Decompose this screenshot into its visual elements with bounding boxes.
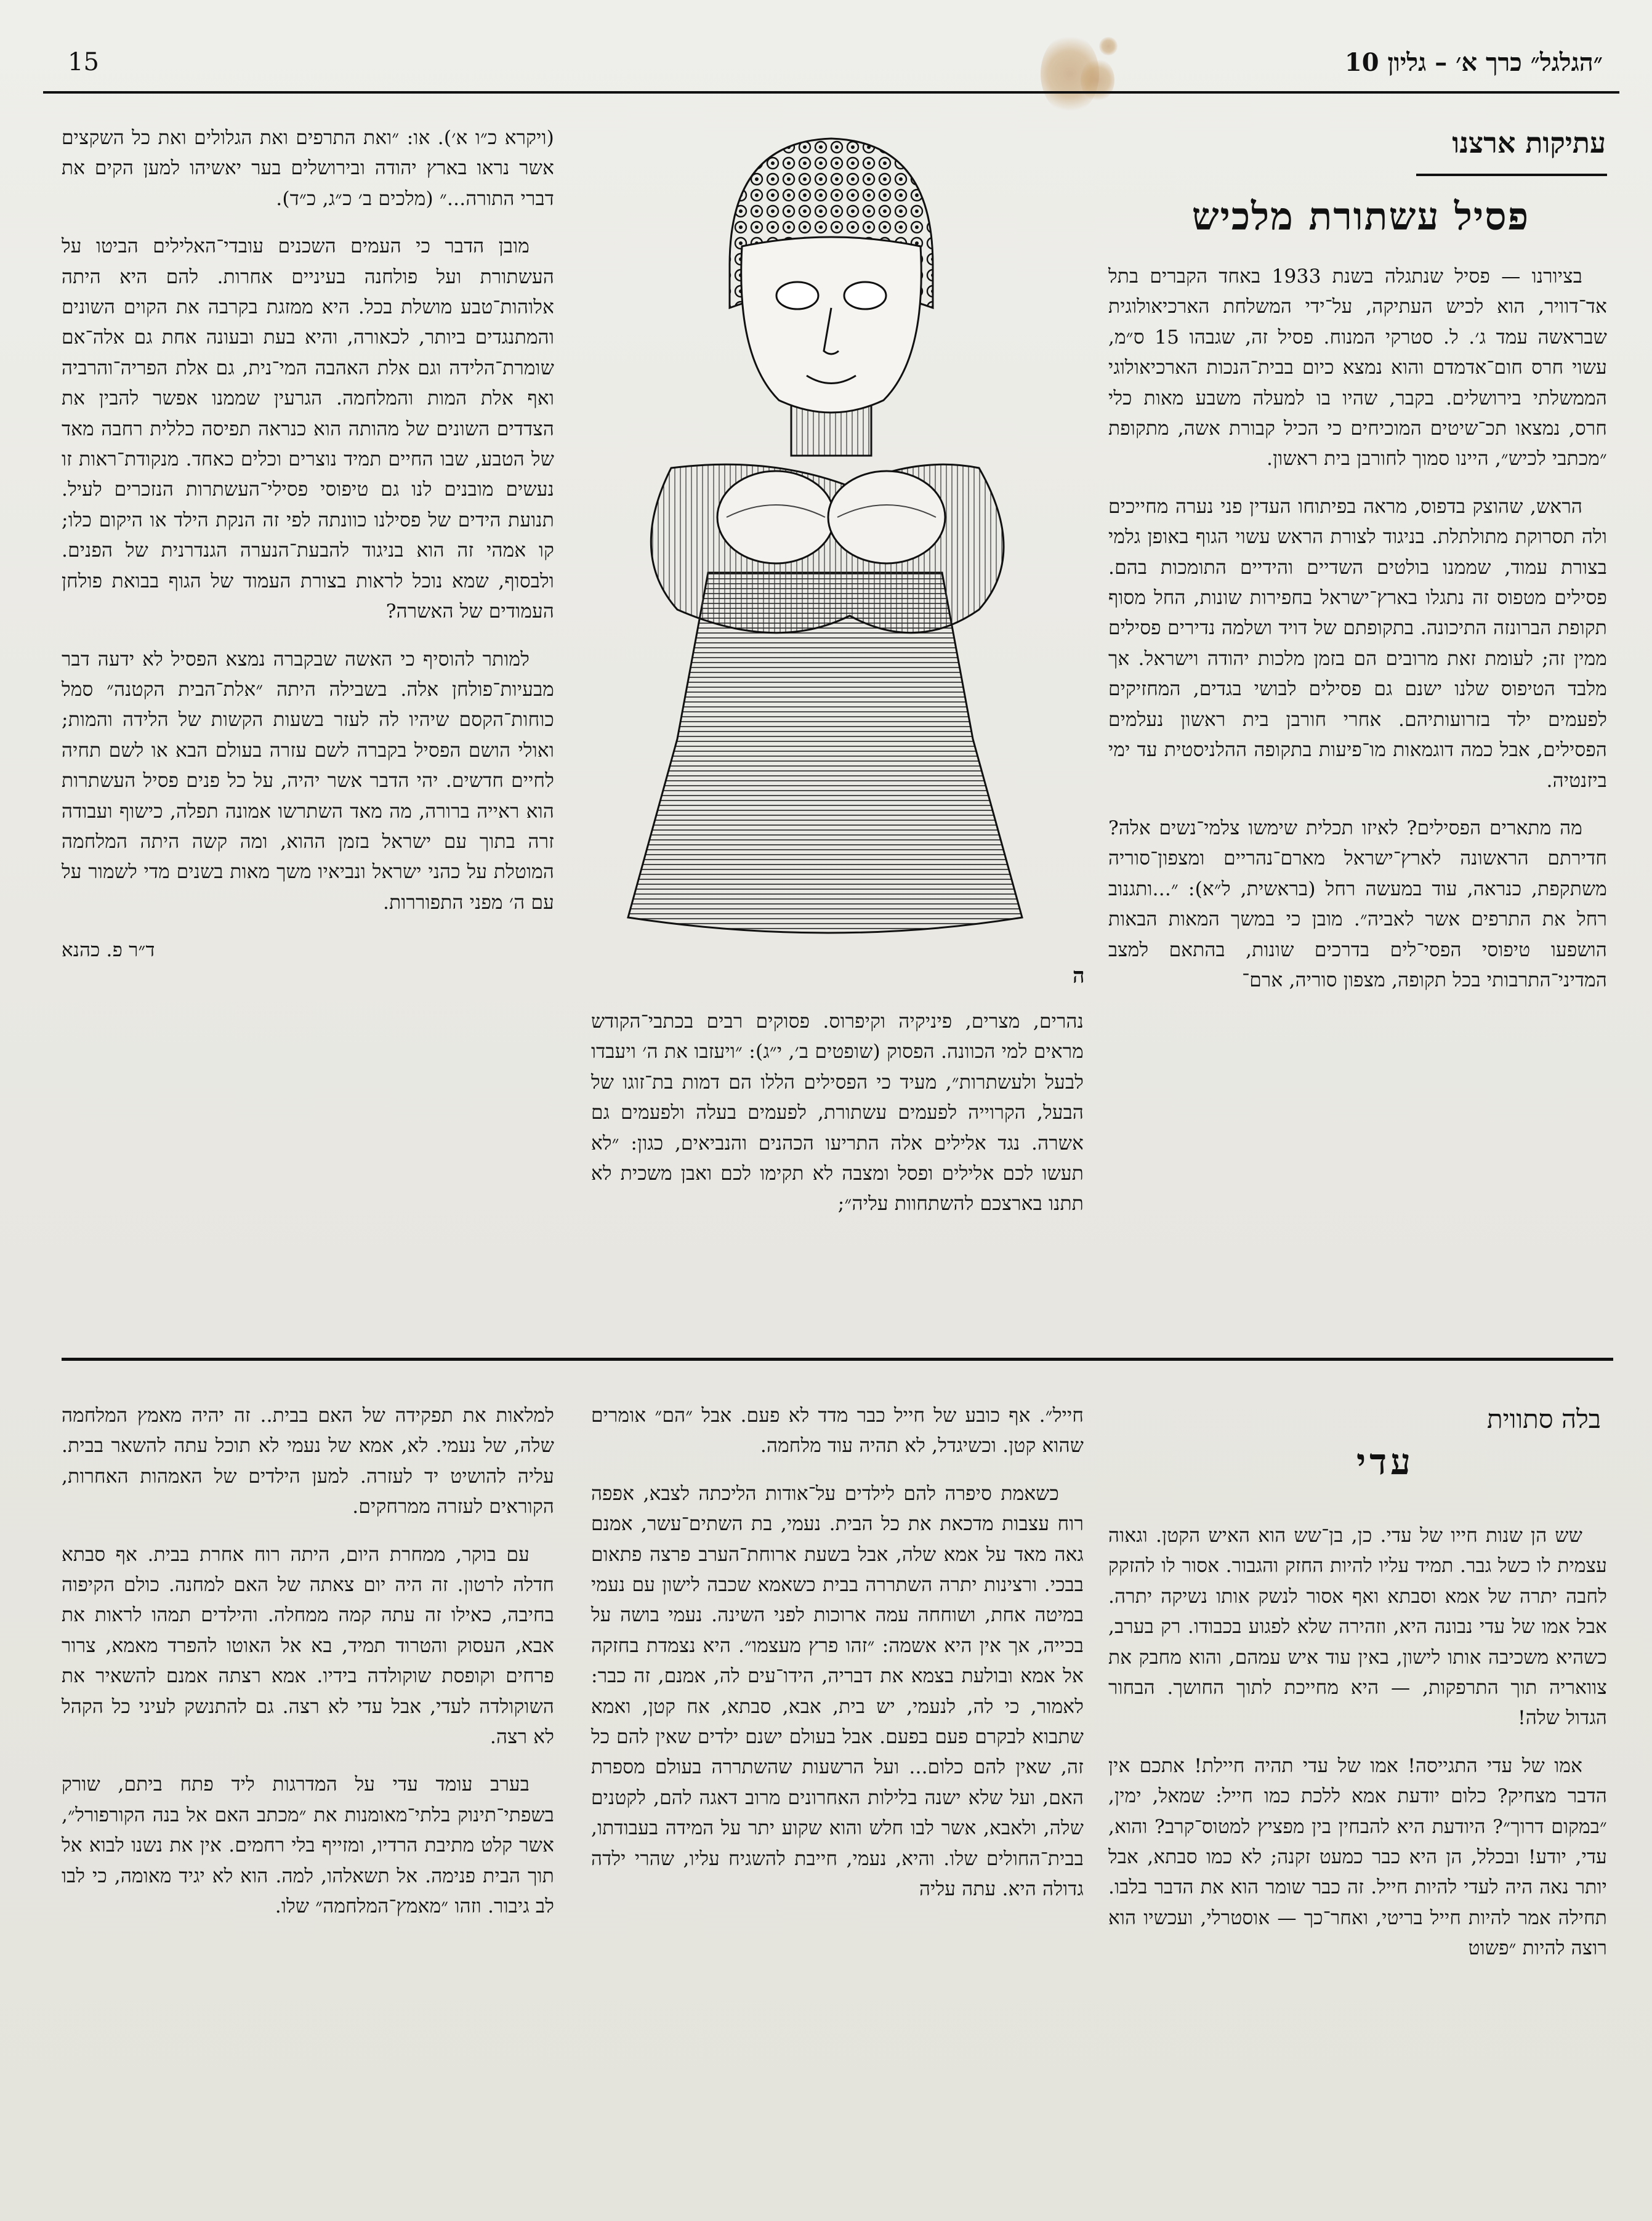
- paragraph: כשאמת סיפרה להם לילדים על־אודות הליכתה לצבא, אפפה רוח עצבות מדכאת את כל הבית. נעמי, בת השתים־עשר, אמנם גאה מאד על אמא שלה, אבל בשעת ארוחת־הערב פרצה פתאום בבכי. ורצינות יתרה השתררה בבית כשאמא שכבה לישון עם נעמי במיטה אחת, ושוחחה עמה ארוכות לפני השינה. נעמי בושה על בכייה, אך אין היא אשמה: ״זהו פרץ מעצמו״. היא נצמדת בחזקה אל אמא ובולעת בצמא את דבריה, הידו־עים לה, אמנם, זה כבר: לאמור, כי לה, לנעמי, יש בית, אבא, סבתא, אח קטן, ואמא שתבוא לבקרם פעם בפעם. אבל בעולם ישנם ילדים שאין להם כל זה, שאין להם כלום... ועל הרשעות שהשתררה בעולם מספרת האם, ועל שלא ישנה בלילות האחרונים מרוב דאגה להם, לקטנים שלה, ולאבא, אשר לבו חלש והוא שקוע יתר על המידה בעבודתו, בבית־החולים שלו. והיא, נעמי, חייבת להשגיח עליו, שהרי ילדה גדולה היא. עתה עליה: [591, 1482, 1084, 1901]
- section-label: עתיקות ארצנו: [1452, 126, 1606, 159]
- article2-column-middle: [591, 1401, 1084, 2207]
- paragraph: מה מתארים הפסילים? לאיזו תכלית שימשו צלמי־נשים אלה? חדירתם הראשונה לארץ־ישראל מארם־נהריים ומצפון־סוריה משתקפת, כנראה, עוד במעשה רחל (בראשית, ל״א): ״...ותגנוב רחל את התרפים אשר לאביה״. מובן כי במשך המאות הבאות הושפעו טיפוסי הפסי־לים בדרכים שונות, בהתאם למצב המדיני־התרבותי בכל תקופה, מצפון סוריה, ארם־: [1108, 816, 1607, 991]
- paragraph: (ויקרא כ״ו א׳). או: ״ואת התרפים ואת הגלולים ואת כל השקצים אשר נראו בארץ יהודה ובירושלים בער יאשיהו למען הקים את דברי התורה...״ (מלכים ב׳ כ״ג, כ״ד).: [62, 127, 554, 210]
- paragraph: עם בוקר, ממחרת היום, היתה רוח אחרת בבית. אף סבתא חדלה לרטון. זה היה יום צאתה של האם למחנה. כולם הקיפוה בחיבה, כאילו זה עתה קמה ממחלה. והילדים תמהו לראות את אבא, העסוק והטרוד תמיד, בא אל האוטו להפרד מאמא, צרור פרחים וקופסת שוקולדה בידיו. אמא רצתה אמנם להשאיר את השוקולדה לעדי, אבל עדי לא רצה. גם להתנשק לעיני כל הקהל לא רצה.: [62, 1543, 554, 1749]
- publication-header: ״הגלגל״ כרך א׳ – גליון 10: [1344, 48, 1603, 77]
- story-title: עדי: [1356, 1441, 1414, 1483]
- goddess-figurine-illustration: [573, 123, 1084, 973]
- article2-column-right: [1108, 1521, 1607, 2204]
- section-label-underline: [1416, 174, 1607, 176]
- paragraph: מובן הדבר כי העמים השכנים עובדי־האלילים הביטו על העשתורת ועל פולחנה בעיניים אחרות. להם היא היתה אלוהות־טבע מושלת בכל. היא ממזגת בקרבה את הקוים השונים והמתנגדים ביותר, לכאורה, והיא בעת ובעונה אחת גם אלה־אם שומרת־הלידה וגם אלת האהבה המי־נית, גם אלת הפריה־והרביה ואף אלת המות והמלחמה. הגרעין שממנו אפשר להבין את הצדדים השונים של מהותה הוא כנראה תפיסה כללית רחבה מאד של הטבע, שבו החיים תמיד נוצרים וכלים כאחד. מנקודת־ראות זו נעשים מובנים לנו גם טיפוסי פסילי־העשתרות הנזכרים לעיל. תנועת הידים של פסילנו כוונתה לפי זה הנקת הילד או היקום כלו; קו אמהי זה הוא בניגוד להבעת־הנערה הגנדרנית של הפנים. ולבסוף, שמא נוכל לראות בצורת העמוד של הגוף בבואת פולחן העמודים של האשרה?: [62, 235, 555, 623]
- paragraph: שש הן שנות חייו של עדי. כן, בן־שש הוא האיש הקטן. וגאוה עצמית לו כשל גבר. תמיד עליו להיות החזק והגבור. אסור לו להזקק לחבה יתרה של אמא וסבתא ואף אסור לנשק אותו נשיקה יתרה. אבל אמו של עדי נבונה היא, וזהירה שלא לפגוע בכבודו. רק בערב, כשהיא משכיבה אותו לישון, באין עוד איש עמהם, והוא מחבק את צוואריה תוך התרפקות, — היא מחייכת לתוך החושך. הבחור הגדול שלה!: [1108, 1525, 1607, 1730]
- paragraph: אמו של עדי התגייסה! אמו של עדי תהיה חיילת! אתכם אין הדבר מצחיק? כלום יודעת אמא ללכת כמו חייל: שמאל, ימין, ״במקום דרוך״? היודעת היא להבחין בין מפציץ למטוס־קרב? והוא, עדי, יודע! ובכלל, הן היא כבר כמעט זקנה; לא כמו סבתא, אבל יותר נאה היה לעדי להיות חייל. זה כבר שומר הוא את הדבר בלבו. תחילה אמר להיות חייל בריטי, ואחר־כך — אוסטרלי, ועכשיו הוא רוצה להיות ״פשוט: [1108, 1754, 1607, 1960]
- paragraph: נהרים, מצרים, פיניקיה וקיפרוס. פסוקים רבים בכתבי־הקודש מראים למי הכוונה. הפסוק (שופטים ב׳, י״ג): ״ויעזבו את ה׳ ויעבדו לבעל ולעשתרות״, מעיד כי הפסילים הללו הם דמות בת־זוגו של הבעל, הקרוייה לפעמים עשתורת, לפעמים בעלה ולפעמים גם אשרה. נגד אלילים אלה התריעו הכהנים והנביאים, כגון: ״לא תעשו לכם אלילים ופסל ומצבה לא תקימו לכם ואבן משכית לא תתנו בארצכם להשתחוות עליה״;: [591, 1010, 1084, 1215]
- article1-column-right: [1108, 262, 1607, 1302]
- figurine-drawing: [573, 123, 1084, 973]
- article2-column-left: [62, 1401, 554, 2207]
- article-author: ד״ר פ. כהנא: [62, 939, 155, 962]
- paragraph: הראש, שהוצק בדפוס, מראה בפיתוחו העדין פני נערה מחייכים ולה תסרוקת מתולתלת. בניגוד לצורת הראש עשוי הגוף באופן גלמי בצורת עמוד, שממנו בולטים השדיים והידיים התומכות בהם. פסילים מטפוס זה נתגלו בארץ־ישראל בחפירות שונות, החל מסוף תקופת הברונזה התיכונה. בתקופתם של דויד ושלמה נדירים פסילים ממין זה; לעומת זאת מרובים הם בזמן מלכות יהודה וישראל. אך מלבד הטיפוס שלנו ישנם גם פסילים לבושי בגדים, המחזיקים לפעמים ילד בזרועותיהם. אחרי חורבן בית ראשון נעלמים הפסילים, אבל כמה דוגמאות מו־פיעות בתקופה ההלניסטית עד ימי ביזנטיה.: [1108, 495, 1607, 792]
- article1-column-left: [62, 123, 554, 1324]
- paragraph: חייל״. אף כובע של חייל כבר מדד לא פעם. אבל ״הם״ אומרים שהוא קטן. וכשיגדל, לא תהיה עוד מלחמה.: [591, 1405, 1084, 1457]
- paragraph: למלאות את תפקידה של האם בבית.. זה יהיה מאמץ המלחמה שלה, של נעמי. לא, אמא של נעמי לא תוכל עתה להשאר בבית. עליה להושיט יד לעזרה. למען הילדים של האמהות האחרות, הקוראים לעזרה ממרחקים.: [62, 1405, 554, 1518]
- article-divider: [62, 1358, 1613, 1361]
- paragraph: בערב עומד עדי על המדרגות ליד פתח ביתם, שורק בשפתי־תינוק בלתי־מאומנות את ״מכתב האם אל בנה הקורפורל״, אשר קלט מתיבת הרדיו, ומזייף בלי רחמים. אין את נשנו לבוא אל תוך הבית פנימה. אל תשאלהו, למה. הוא לא יגיד מאומה, כי לבו לב גיבור. וזהו ״מאמץ־המלחמה״ שלו.: [62, 1773, 554, 1918]
- article1-column-middle: [591, 1007, 1084, 1327]
- paragraph: למותר להוסיף כי האשה שבקברה נמצא הפסיל לא ידעה דבר מבעיות־פולחן אלה. בשבילה היתה ״אלת־הבית הקטנה״ סמל כוחות־הקסם שיהיו לה לעזר בשעות הקשות של הלידה והמות; ואולי הושם הפסיל בקברה לשם עזרה בעולם הבא או לשם תחיה לחיים חדשים. יהי הדבר אשר יהיה, על כל פנים פסיל העשתרות הוא ראייה ברורה, מה מאד השתרשו אמונה תפלה, כישוף ועבודה זרה בתוך עם ישראל בזמן ההוא, ומה קשה היתה המלחמה המוטלת על כהני ישראל ונביאיו משך מאות בשנים מדי לשמור על עם ה׳ מפני התפוררות.: [62, 648, 554, 914]
- page-number: 15: [68, 48, 99, 76]
- paper-stain: [1099, 37, 1118, 55]
- article-title: פסיל עשתורת מלכיש: [1191, 194, 1530, 239]
- paragraph: בציורנו — פסיל שנתגלה בשנת 1933 באחד הקברים בתל אד־דוויר, הוא לכיש העתיקה, על־ידי המשלחת הארכיאולוגית שבראשה עמד ג׳. ל. סטרקי המנוח. פסיל זה, שגבהו 15 ס״מ, עשוי חרס חום־אדמדם והוא נמצא כיום בבית־הנכות הארכיאולוגי הממשלתי בירושלים. בקבר, שהיו בו למעלה משבע מאות כלי חרס, נמצאו תכ־שיטים המוכיחים כי הכיל קבורת אשה, מתקופת ״מכתבי לכיש״, היינו סמוך לחורבן בית ראשון.: [1108, 265, 1608, 470]
- story-author: בלה סתווית: [1486, 1404, 1601, 1434]
- paper-stain: [1081, 58, 1114, 102]
- header-rule: [43, 91, 1619, 94]
- figure-label: ה: [1073, 964, 1085, 988]
